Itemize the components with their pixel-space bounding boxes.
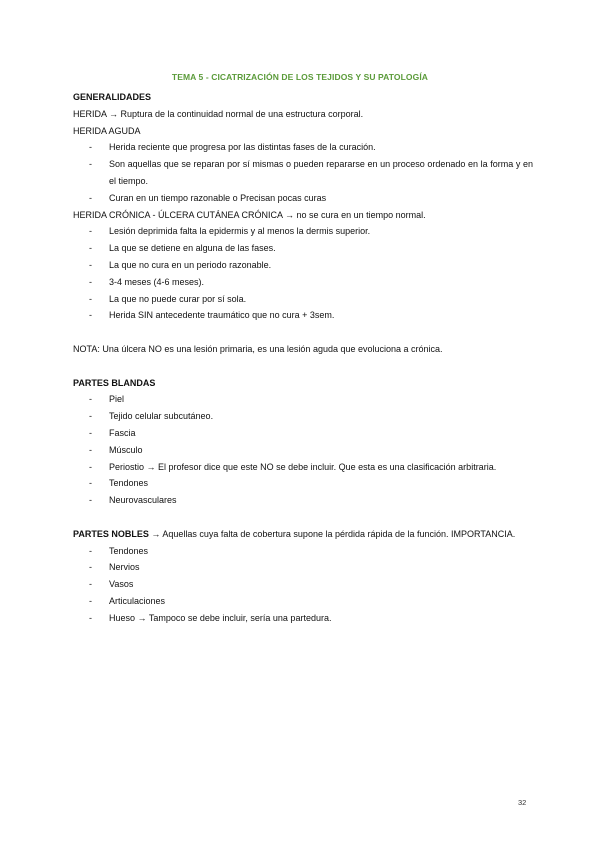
list-item-text: Tendones xyxy=(109,478,149,489)
list-item-text: Herida SIN antecedente traumático que no cura + 3sem. xyxy=(109,310,335,321)
list-dash: - xyxy=(89,293,92,304)
list-item-text: Fascia xyxy=(109,427,136,438)
herida-aguda-list xyxy=(73,139,533,206)
list-dash: - xyxy=(89,276,92,287)
list-item-text: Nervios xyxy=(109,562,140,573)
list-item xyxy=(73,425,533,442)
nota-text: NOTA: Una úlcera NO es una lesión primaria, es una lesión aguda que evoluciona a crónica. xyxy=(73,343,443,354)
list-dash: - xyxy=(89,226,92,237)
list-item-text: La que no puede curar por sí sola. xyxy=(109,293,247,304)
list-item-text: Articulaciones xyxy=(109,595,166,606)
list-item-text: Tejido celular subcutáneo. xyxy=(109,411,214,422)
list-item xyxy=(73,274,533,291)
list-dash: - xyxy=(89,579,92,590)
list-dash: - xyxy=(89,444,92,455)
list-item xyxy=(73,576,533,593)
list-item xyxy=(73,223,533,240)
list-item xyxy=(73,442,533,459)
list-item-text: Músculo xyxy=(109,444,143,455)
herida-definition: HERIDA → Ruptura de la continuidad normal de una estructura corporal. xyxy=(73,108,364,119)
list-dash: - xyxy=(89,159,92,170)
list-item xyxy=(73,307,533,324)
document-title: TEMA 5 - CICATRIZACIÓN DE LOS TEJIDOS Y SU PATOLOGÍA xyxy=(171,72,429,82)
document-body xyxy=(73,89,533,627)
partes-nobles-description: → Aquellas cuya falta de cobertura supone la pérdida rápida de la función. IMPORTANCIA. xyxy=(148,528,516,539)
list-item-text: Son aquellas que se reparan por sí mismas o pueden repararse en un proceso ordenado en la forma y en el tiempo. xyxy=(109,159,533,186)
list-dash: - xyxy=(89,562,92,573)
list-item xyxy=(73,408,533,425)
list-dash: - xyxy=(89,411,92,422)
list-dash: - xyxy=(89,243,92,254)
list-dash: - xyxy=(89,495,92,506)
herida-aguda-heading: HERIDA AGUDA xyxy=(73,125,141,136)
list-item xyxy=(73,593,533,610)
list-item-text: Piel xyxy=(109,394,125,405)
list-item-text: Neurovasculares xyxy=(109,495,177,506)
partes-blandas-heading: PARTES BLANDAS xyxy=(73,377,156,388)
list-item xyxy=(73,475,533,492)
partes-nobles-line xyxy=(73,526,533,543)
list-dash: - xyxy=(89,192,92,203)
list-dash: - xyxy=(89,427,92,438)
list-item-text: Tendones xyxy=(109,545,149,556)
list-item-text: Curan en un tiempo razonable o Precisan pocas curas xyxy=(109,192,327,203)
list-dash: - xyxy=(89,310,92,321)
list-item-text: Vasos xyxy=(109,579,134,590)
list-dash: - xyxy=(89,478,92,489)
list-item-text: La que se detiene en alguna de las fases. xyxy=(109,243,276,254)
herida-cronica-heading: HERIDA CRÓNICA - ÚLCERA CUTÁNEA CRÓNICA → no se cura en un tiempo normal. xyxy=(73,209,426,220)
generalidades-heading: GENERALIDADES xyxy=(73,92,152,102)
list-item xyxy=(73,190,533,207)
herida-cronica-list xyxy=(73,223,533,324)
list-item xyxy=(73,257,533,274)
list-dash: - xyxy=(89,595,92,606)
list-dash: - xyxy=(89,461,92,472)
list-item xyxy=(73,240,533,257)
list-dash: - xyxy=(89,259,92,270)
list-item-text: Lesión deprimida falta la epidermis y al menos la dermis superior. xyxy=(109,226,371,237)
partes-blandas-list xyxy=(73,391,533,509)
list-item-text: Hueso → Tampoco se debe incluir, sería una partedura. xyxy=(109,612,332,623)
list-item xyxy=(73,291,533,308)
list-item-text: Periostio → El profesor dice que este NO se debe incluir. Que esta es una clasificación arbitraria. xyxy=(109,461,497,472)
list-item xyxy=(73,492,533,509)
list-item-text: 3-4 meses (4-6 meses). xyxy=(109,276,205,287)
partes-nobles-list xyxy=(73,543,533,627)
list-item xyxy=(73,543,533,560)
partes-nobles-heading: PARTES NOBLES xyxy=(73,528,149,539)
list-item xyxy=(73,459,533,476)
list-dash: - xyxy=(89,545,92,556)
page-number: 32 xyxy=(518,798,527,807)
list-dash: - xyxy=(89,394,92,405)
list-dash: - xyxy=(89,142,92,153)
list-item xyxy=(73,139,533,156)
list-item xyxy=(73,559,533,576)
list-item xyxy=(73,391,533,408)
list-item-text: Herida reciente que progresa por las distintas fases de la curación. xyxy=(109,142,376,153)
list-dash: - xyxy=(89,612,92,623)
list-item-text: La que no cura en un periodo razonable. xyxy=(109,259,272,270)
list-item xyxy=(73,156,533,190)
list-item xyxy=(73,610,533,627)
